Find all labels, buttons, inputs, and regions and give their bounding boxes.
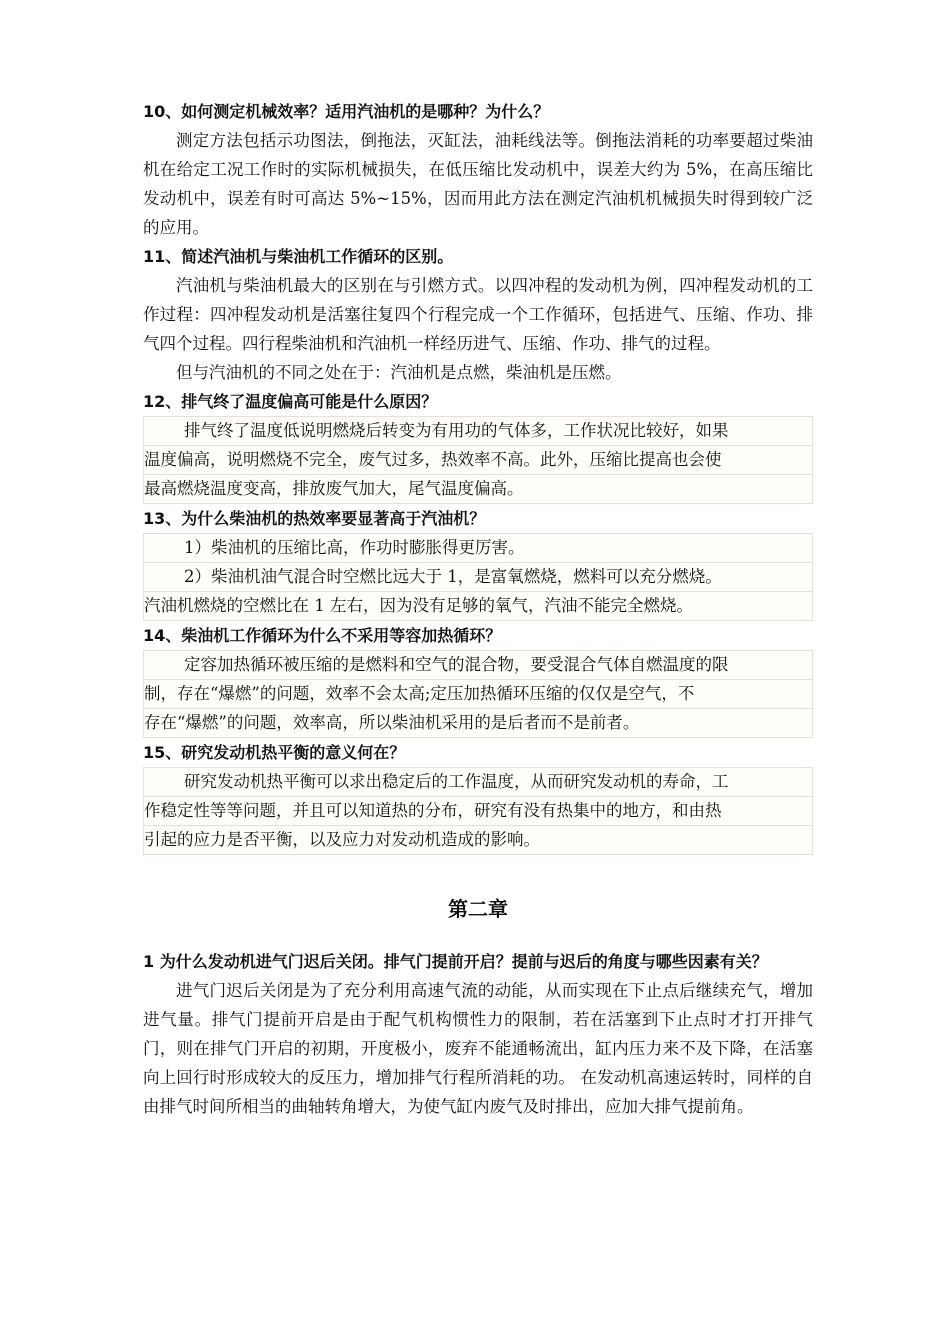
question-12-answer-line: 温度偏高，说明燃烧不完全，废气过多，热效率不高。此外，压缩比提高也会使 xyxy=(144,446,812,475)
question-14-answer-line: 制，存在“爆燃”的问题，效率不会太高;定压加热循环压缩的仅仅是空气，不 xyxy=(144,680,812,709)
question-11-answer: 汽油机与柴油机最大的区别在与引燃方式。以四冲程的发动机为例，四冲程发动机的工作过程：四冲程发动机是活塞往复四个行程完成一个工作循环，包括进气、压缩、作功、排气四个过程。四行程柴油机和汽油机一样经历进气、压缩、作功、排气的过程。 xyxy=(143,276,813,353)
chapter-heading: 第二章 xyxy=(448,897,508,921)
question-11-title: 11、简述汽油机与柴油机工作循环的区别。 xyxy=(143,247,454,266)
question-15-answer-line: 研究发动机热平衡可以求出稳定后的工作温度，从而研究发动机的寿命，工 xyxy=(144,768,812,797)
question-10-answer: 测定方法包括示功图法，倒拖法，灭缸法，油耗线法等。倒拖法消耗的功率要超过柴油机在给定工况工作时的实际机械损失，在低压缩比发动机中，误差大约为 5%，在高压缩比发动机中，误差有时可高达 5%~15%，因而用此方法在测定汽油机机械损失时得到较广泛的应用。 xyxy=(143,131,813,237)
chapter2-question-1-answer: 进气门迟后关闭是为了充分利用高速气流的动能，从而实现在下止点后继续充气，增加进气量。排气门提前开启是由于配气机构惯性力的限制，若在活塞到下止点时才打开排气门，则在排气门开启的初期，开度极小，废弃不能通畅流出，缸内压力来不及下降，在活塞向上回行时形成较大的反压力，增加排气行程所消耗的功。 在发动机高速运转时，同样的自由排气时间所相当的曲轴转角增大，为使气缸内废气及时排出，应加大排气提前角。 xyxy=(143,981,813,1116)
question-12-answer-box xyxy=(143,416,813,504)
question-12-answer-line: 最高燃烧温度变高，排放废气加大，尾气温度偏高。 xyxy=(144,479,524,498)
question-15-title: 15、研究发动机热平衡的意义何在？ xyxy=(143,743,406,762)
question-14-answer-line: 存在“爆燃”的问题，效率高，所以柴油机采用的是后者而不是前者。 xyxy=(144,713,640,732)
document-page xyxy=(143,97,813,1121)
question-14-answer-box xyxy=(143,650,813,738)
question-11-answer-note: 但与汽油机的不同之处在于：汽油机是点燃，柴油机是压燃。 xyxy=(176,363,622,382)
question-15-answer-line: 作稳定性等等问题，并且可以知道热的分布，研究有没有热集中的地方，和由热 xyxy=(144,797,812,826)
question-14-title: 14、柴油机工作循环为什么不采用等容加热循环？ xyxy=(143,626,502,645)
chapter2-question-1-title: 1 为什么发动机进气门迟后关闭。排气门提前开启？提前与迟后的角度与哪些因素有关？ xyxy=(143,952,768,971)
question-15-answer-line: 引起的应力是否平衡，以及应力对发动机造成的影响。 xyxy=(144,830,540,849)
question-10-title: 10、如何测定机械效率？适用汽油机的是哪种？为什么？ xyxy=(143,102,550,121)
question-15-answer-box xyxy=(143,767,813,855)
question-13-title: 13、为什么柴油机的热效率要显著高于汽油机？ xyxy=(143,509,486,528)
question-14-answer-line: 定容加热循环被压缩的是燃料和空气的混合物，要受混合气体自燃温度的限 xyxy=(144,651,812,680)
question-12-title: 12、排气终了温度偏高可能是什么原因？ xyxy=(143,392,438,411)
question-13-answer-box xyxy=(143,533,813,621)
question-13-answer-line: 1）柴油机的压缩比高，作功时膨胀得更厉害。 xyxy=(144,534,812,563)
question-13-answer-line: 汽油机燃烧的空燃比在 1 左右，因为没有足够的氧气，汽油不能完全燃烧。 xyxy=(144,596,693,615)
question-13-answer-line: 2）柴油机油气混合时空燃比远大于 1，是富氧燃烧，燃料可以充分燃烧。 xyxy=(144,563,812,592)
question-12-answer-line: 排气终了温度低说明燃烧后转变为有用功的气体多，工作状况比较好，如果 xyxy=(144,417,812,446)
